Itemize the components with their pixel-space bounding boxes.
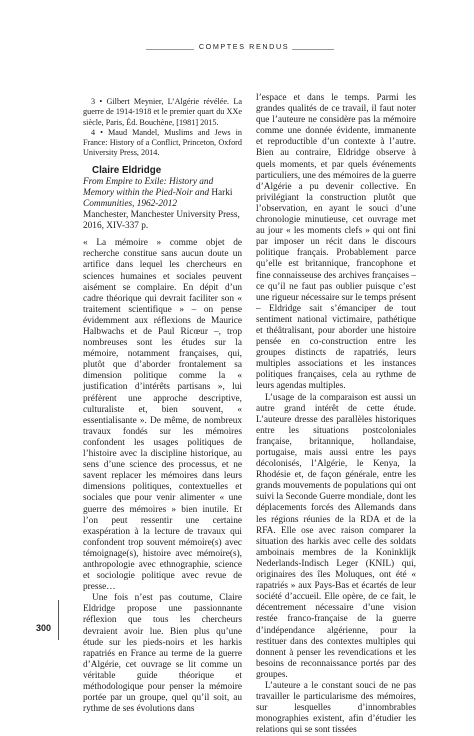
left-paragraph-2: Une fois n’est pas coutume, Claire Eldridge propose une passionnante réflexion que tous les chercheurs devraient avoir lue. Bien plus qu’une étude sur les pieds-noirs et les harkis rapatriés en France au terme de la guerre d’Algérie, cet ouvrage se lit comme un véritable guide théorique et méthodologique pour penser la mémoire portée par un groupe, quel qu’il soit, au rythme de ses évolutions dans — [83, 593, 242, 715]
right-paragraph-1: l’espace et dans le temps. Parmi les grandes qualités de ce travail, il faut noter que l’auteure ne considère pas la mémoire comme une donnée évidente, immanente et reproductible d’un contexte à l’autre. Bien au contraire, Eldridge observe à quels moments, et par quels événements particuliers, une des mémoires de la guerre d’Algérie a pu devenir collective. En privilégiant la construction plutôt que l’observation, en ayant le souci d’une chronologie minutieuse, cet ouvrage met au jour « les moments clefs » qui ont fini par imposer un récit dans le discours politique français. Probablement parce qu’elle est britannique, francophone et fine connaisseuse des archives françaises – ce qu’il ne faut pas oublier puisque c’est une rigueur nécessaire sur le temps présent – Eldridge sait s’émanciper de tout sentiment national victimaire, pathétique et théâtralisant, pour aborder une histoire pensée en co-construction entre les groupes distincts de rapatriés, leurs multiples associations et les instances politiques françaises, cela au rythme de leurs agendas multiples. — [256, 93, 416, 392]
reviewer-name: Claire Eldridge — [92, 164, 162, 176]
left-column — [83, 97, 242, 715]
book-title-end: Communities, 1962-2012 — [83, 198, 177, 209]
footnote-4: 4 • Maud Mandel, Muslims and Jews in France: History of a Conflict, Princeton, Oxford University Press, 2014. — [83, 127, 242, 158]
book-publisher: Manchester, Manchester University Press, 2016, XIV-337 p. — [83, 210, 240, 232]
book-title: From Empire to Exile: History and Memory within the Pied-Noir and — [83, 176, 214, 198]
header-rule-right — [292, 49, 334, 50]
page-side-rule — [58, 600, 59, 640]
right-column — [256, 93, 416, 736]
footnote-3: 3 • Gilbert Meynier, L’Algérie révélée. La guerre de 1914-1918 et le premier quart du XXe siècle, Paris, Éd. Bouchène, [1981] 2015. — [83, 97, 242, 127]
right-paragraph-2: L’usage de la comparaison est aussi un autre grand intérêt de cette étude. L’auteure dresse des parallèles historiques entre les situations postcoloniales française, britannique, hollandaise, portugaise, mais aussi entre les pays décolonisés, l’Algérie, le Kenya, la Rhodésie et, de façon générale, entre les grands mouvements de populations qui ont suivi la Seconde Guerre mondiale, dont les déplacements forcés des Allemands dans les régions réunies de la RDA et de la RFA. Elle ose avec raison comparer la situation des harkis avec celle des soldats amboinais membres de la Koninklijk Nederlands-Indisch Leger (KNIL) qui, originaires des îles Moluques, ont été « rapatriés » aux Pays-Bas et écartés de leur société d’accueil. Elle opère, de ce fait, le décentrement nécessaire d’une vision restée franco-française de la guerre d’indépendance algérienne, pour la restituer dans des contextes multiples qui donnent à penser les revendications et les besoins de reconnaissance portés par des groupes. — [256, 392, 416, 680]
page-number: 300 — [36, 623, 52, 633]
left-paragraph-1: « La mémoire » comme objet de recherche constitue sans aucun doute un artifice dans lequel les chercheurs en sciences humaines et sociales peuvent aisément se complaire. En dépit d’un cadre théorique qui devrait faciliter son « traitement scientifique » – on pense évidemment aux réflexions de Maurice Halbwachs et de Paul Ricœur –, trop nombreuses sont les études sur la mémoire, notamment françaises, qui, plutôt que d’aborder frontalement sa dimension politique comme la « justification d’intérêts partisans », lui préfèrent une approche descriptive, culturaliste et, bien souvent, « essentialisante ». De même, de nombreux travaux fondés sur les mémoires confondent les usages politiques de l’histoire avec la discipline historique, au sens d’une science des processus, et ne savent replacer les mémoires dans leurs dimensions politiques, contextuelles et sociales que pour venir alimenter « une guerre des mémoires » bien inutile. Et l’on peut ressentir une certaine exaspération à la lecture de travaux qui confondent trop souvent mémoire(s) avec témoignage(s), histoire avec mémoire(s), anthropologie avec ethnographie, science et sociologie politique avec revue de presse… — [83, 238, 242, 593]
running-head: COMPTES RENDUS — [198, 42, 290, 51]
book-title-line — [83, 177, 242, 210]
right-paragraph-3: L’auteure a le constant souci de ne pas travailler le particularisme des mémoires, sur lesquelles d’innombrables monographies existent, afin d’étudier les relations qui se sont tissées — [256, 680, 416, 736]
review-heading — [83, 165, 242, 232]
book-title-plain: Harki — [211, 187, 233, 198]
header-rule-left — [146, 49, 194, 50]
book-info — [83, 177, 242, 232]
